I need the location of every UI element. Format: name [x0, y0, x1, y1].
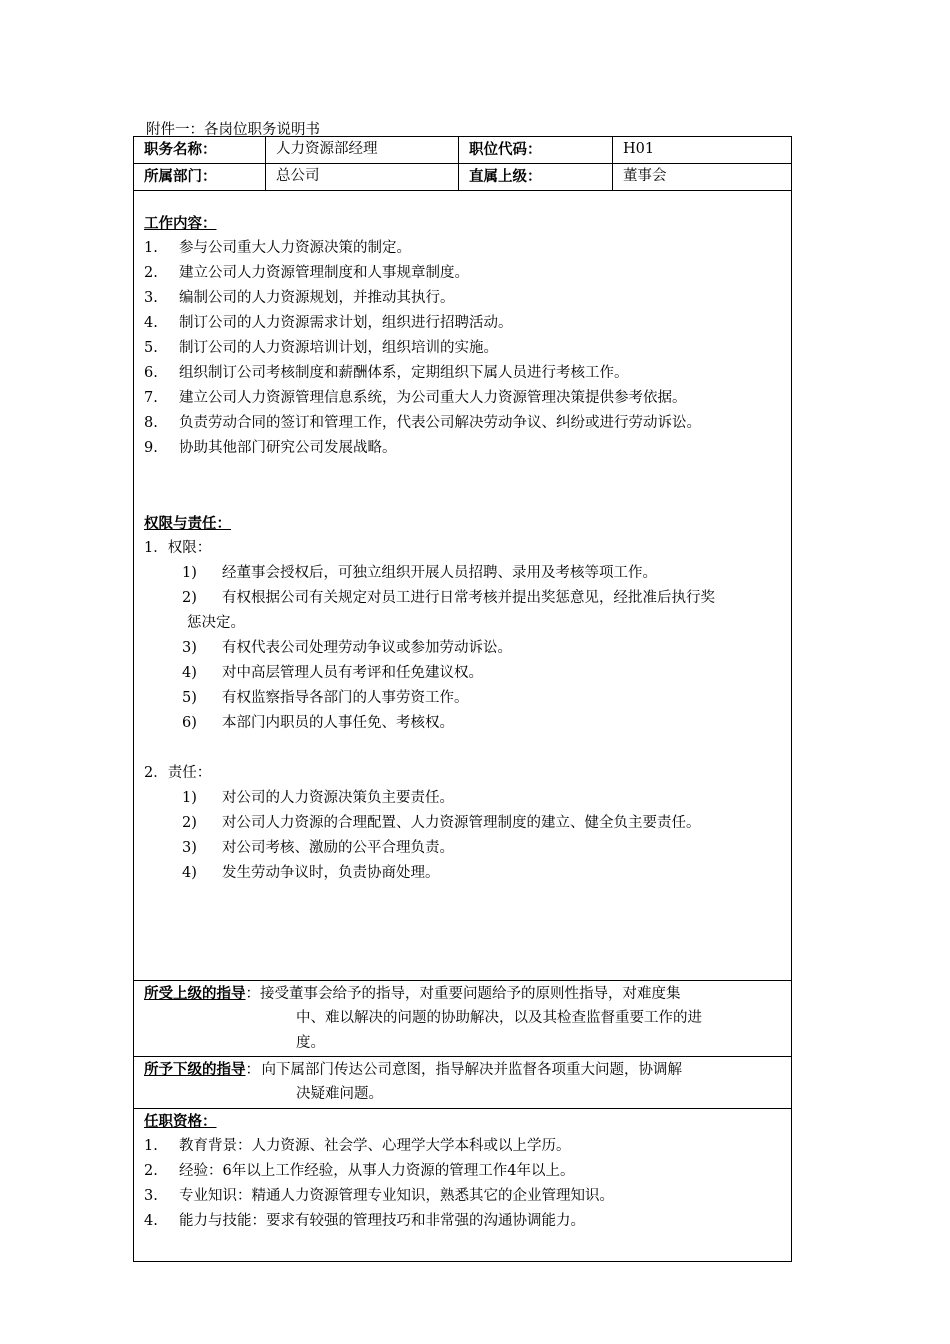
list-item: 2) 对公司人力资源的合理配置、人力资源管理制度的建立、健全负主要责任。: [182, 815, 701, 831]
list-item: 4. 制订公司的人力资源需求计划，组织进行招聘活动。: [144, 315, 513, 331]
department-label: 所属部门：: [134, 164, 266, 190]
position-name-label: 职务名称：: [134, 137, 266, 163]
duties-list: [144, 786, 781, 886]
work-content-list: [144, 236, 781, 461]
rights-heading: 1．权限：: [144, 540, 212, 556]
list-item: 2) 有权根据公司有关规定对员工进行日常考核并提出奖惩意见，经批准后执行奖: [182, 590, 715, 606]
list-item: 3. 专业知识：精通人力资源管理专业知识，熟悉其它的企业管理知识。: [144, 1188, 614, 1204]
document-caption: 附件一：各岗位职务说明书: [146, 122, 320, 138]
list-item: 2. 建立公司人力资源管理制度和人事规章制度。: [144, 265, 469, 281]
upper-guidance-colon: ：: [245, 986, 260, 1002]
list-item-continuation: 惩决定。: [187, 615, 245, 631]
list-item: 4) 对中高层管理人员有考评和任免建议权。: [182, 665, 483, 681]
qualification-section: [134, 1109, 791, 1261]
list-item: 8. 负责劳动合同的签订和管理工作，代表公司解决劳动争议、纠纷或进行劳动诉讼。: [144, 415, 701, 431]
lower-guidance-line-2: 决疑难问题。: [296, 1086, 383, 1102]
list-item: 6) 本部门内职员的人事任免、考核权。: [182, 715, 454, 731]
list-item: 3) 对公司考核、激励的公平合理负责。: [182, 840, 454, 856]
list-item: 6. 组织制订公司考核制度和薪酬体系，定期组织下属人员进行考核工作。: [144, 365, 629, 381]
lower-guidance-section: [134, 1057, 791, 1109]
upper-guidance-line-2: 中、难以解决的问题的协助解决，以及其检查监督重要工作的进: [296, 1010, 702, 1026]
upper-guidance-title: 所受上级的指导: [144, 985, 246, 1002]
direct-superior-label: 直属上级：: [459, 164, 613, 190]
position-code-value: H01: [623, 141, 655, 157]
list-item: 1. 参与公司重大人力资源决策的制定。: [144, 240, 411, 256]
list-item: 4. 能力与技能：要求有较强的管理技巧和非常强的沟通协调能力。: [144, 1213, 585, 1229]
authority-title: 权限与责任：: [144, 515, 231, 532]
duties-heading: 2．责任：: [144, 765, 212, 781]
position-name-value: 人力资源部经理: [266, 137, 459, 163]
list-item: 5) 有权监察指导各部门的人事劳资工作。: [182, 690, 469, 706]
position-code-label: 职位代码：: [459, 137, 613, 163]
list-item: 1) 对公司的人力资源决策负主要责任。: [182, 790, 454, 806]
header-row-1: [134, 137, 791, 164]
department-value: 总公司: [266, 164, 459, 190]
list-item: 2. 经验：6年以上工作经验，从事人力资源的管理工作4年以上。: [144, 1163, 575, 1179]
work-content-title: 工作内容：: [144, 215, 217, 232]
upper-guidance-line-1: 接受董事会给予的指导，对重要问题给予的原则性指导，对难度集: [260, 986, 681, 1002]
work-and-authority-section: [134, 211, 791, 981]
list-item: 5. 制订公司的人力资源培训计划，组织培训的实施。: [144, 340, 498, 356]
upper-guidance-line-3: 度。: [296, 1035, 325, 1051]
upper-guidance-section: [134, 981, 791, 1057]
lower-guidance-colon: ：: [245, 1062, 260, 1078]
job-description-table: [133, 136, 792, 1262]
list-item: 7. 建立公司人力资源管理信息系统，为公司重大人力资源管理决策提供参考依据。: [144, 390, 687, 406]
qualification-title: 任职资格：: [144, 1113, 217, 1130]
lower-guidance-line-1: 向下属部门传达公司意图，指导解决并监督各项重大问题，协调解: [261, 1062, 682, 1078]
list-item: 3) 有权代表公司处理劳动争议或参加劳动诉讼。: [182, 640, 512, 656]
lower-guidance-title: 所予下级的指导: [144, 1061, 246, 1078]
list-item: 1. 教育背景：人力资源、社会学、心理学大学本科或以上学历。: [144, 1138, 571, 1154]
list-item: 9. 协助其他部门研究公司发展战略。: [144, 440, 397, 456]
list-item: 1) 经董事会授权后，可独立组织开展人员招聘、录用及考核等项工作。: [182, 565, 657, 581]
header-row-2: [134, 164, 791, 191]
rights-list: [144, 561, 781, 736]
list-item: 4) 发生劳动争议时，负责协商处理。: [182, 865, 440, 881]
direct-superior-value: 董事会: [623, 168, 667, 184]
list-item: 3. 编制公司的人力资源规划，并推动其执行。: [144, 290, 455, 306]
